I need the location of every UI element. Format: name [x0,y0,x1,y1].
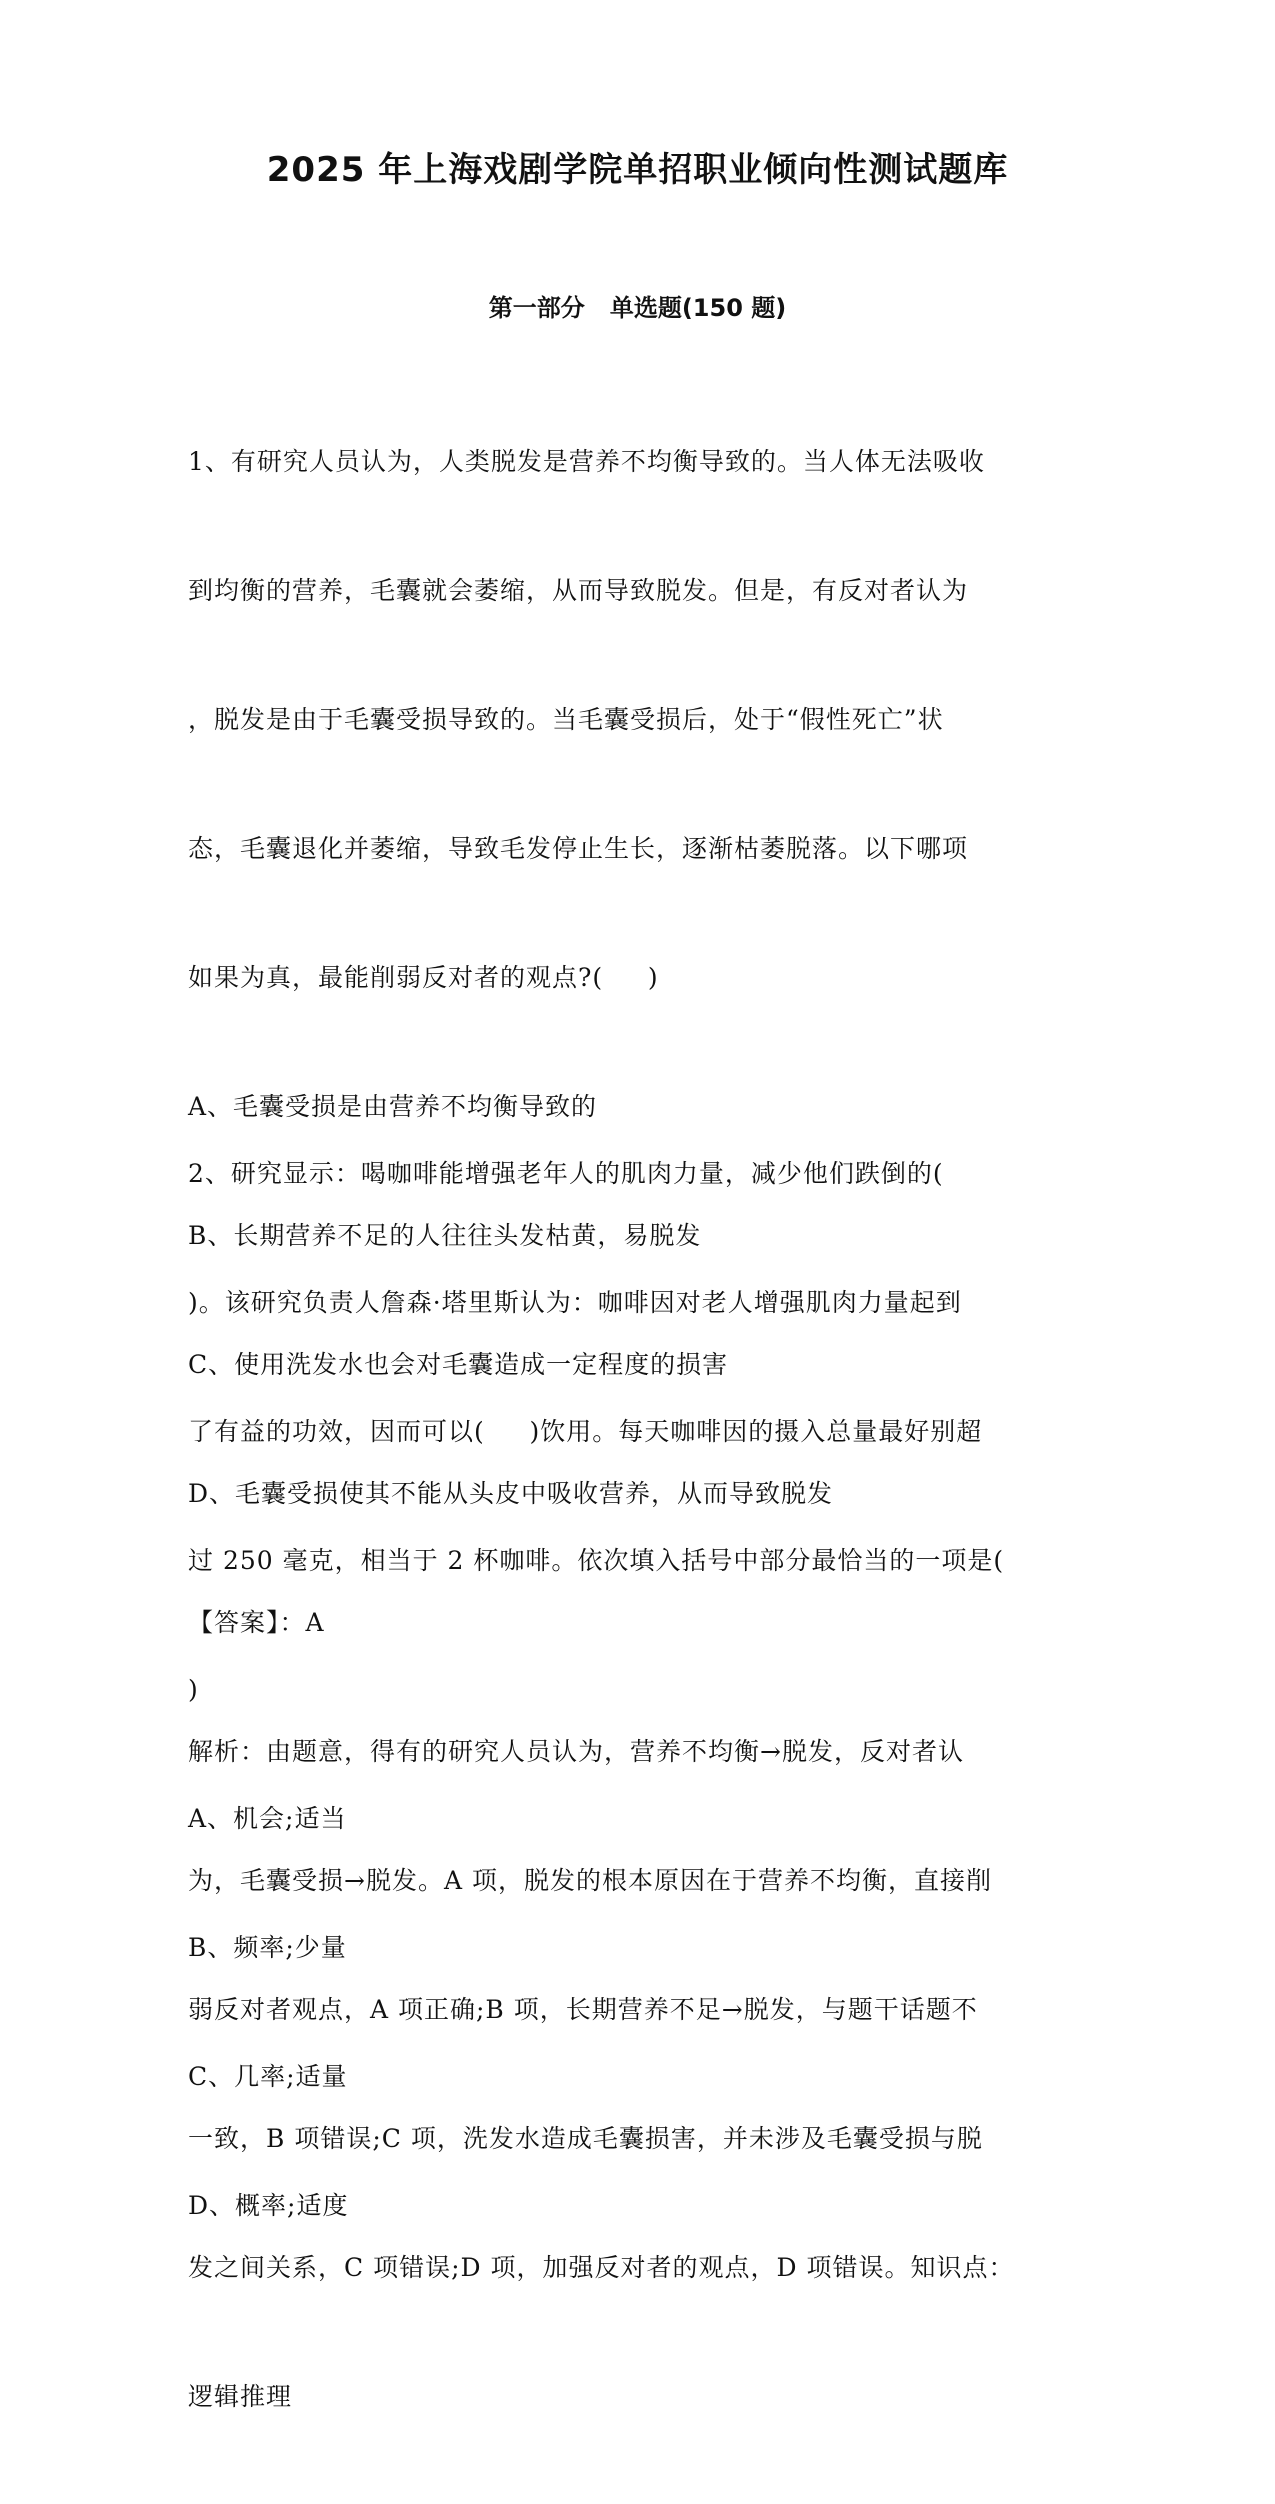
question-2-stem-line: ) [188,1675,199,1704]
question-1-analysis-line: 一致，B 项错误;C 项，洗发水造成毛囊损害，并未涉及毛囊受损与脱 [188,2124,983,2153]
question-2 [188,1066,1088,2313]
question-1-analysis-line: 逻辑推理 [188,2382,293,2411]
question-1-option-a: A、毛囊受损是由营养不均衡导致的 [188,1092,598,1121]
question-1-answer: 【答案】：A [188,1608,325,1637]
question-2-stem-line: 2、研究显示：喝咖啡能增强老年人的肌肉力量，减少他们跌倒的( [188,1159,944,1188]
document-title: 2025 年上海戏剧学院单招职业倾向性测试题库 [266,150,1009,190]
question-2-option-b: B、频率;少量 [188,1933,347,1962]
question-1-option-c: C、使用洗发水也会对毛囊造成一定程度的损害 [188,1350,729,1379]
question-1-analysis-line: 解析：由题意，得有的研究人员认为，营养不均衡→脱发，反对者认 [188,1737,964,1766]
question-2-stem-line: 过 250 毫克，相当于 2 杯咖啡。依次填入括号中部分最恰当的一项是( [188,1546,1005,1575]
question-2-stem-line: )。该研究负责人詹森·塔里斯认为：咖啡因对老人增强肌肉力量起到 [188,1288,962,1317]
question-1-analysis-line: 为，毛囊受损→脱发。A 项，脱发的根本原因在于营养不均衡，直接削 [188,1866,992,1895]
question-1-analysis-line: 发之间关系，C 项错误;D 项，加强反对者的观点，D 项错误。知识点： [188,2253,1015,2282]
question-1-stem-line: ，脱发是由于毛囊受损导致的。当毛囊受损后，处于“假性死亡”状 [188,705,944,734]
question-1-stem-line: 到均衡的营养，毛囊就会萎缩，从而导致脱发。但是，有反对者认为 [188,576,969,605]
question-1-stem-line: 1、有研究人员认为，人类脱发是营养不均衡导致的。当人体无法吸收 [188,447,985,476]
question-1-stem-line: 如果为真，最能削弱反对者的观点?( ) [188,963,659,992]
question-2-stem-line: 了有益的功效，因而可以( )饮用。每天咖啡因的摄入总量最好别超 [188,1417,983,1446]
question-1-stem-line: 态，毛囊退化并萎缩，导致毛发停止生长，逐渐枯萎脱落。以下哪项 [188,834,969,863]
question-1-option-b: B、长期营养不足的人往往头发枯黄，易脱发 [188,1221,702,1250]
section-heading: 第一部分 单选题(150 题) [488,294,787,322]
question-2-option-d: D、概率;适度 [188,2191,349,2220]
question-1-analysis-line: 弱反对者观点，A 项正确;B 项，长期营养不足→脱发，与题干话题不 [188,1995,978,2024]
question-2-option-a: A、机会;适当 [188,1804,347,1833]
question-2-option-c: C、几率;适量 [188,2062,348,2091]
question-1-option-d: D、毛囊受损使其不能从头皮中吸收营养，从而导致脱发 [188,1479,834,1508]
